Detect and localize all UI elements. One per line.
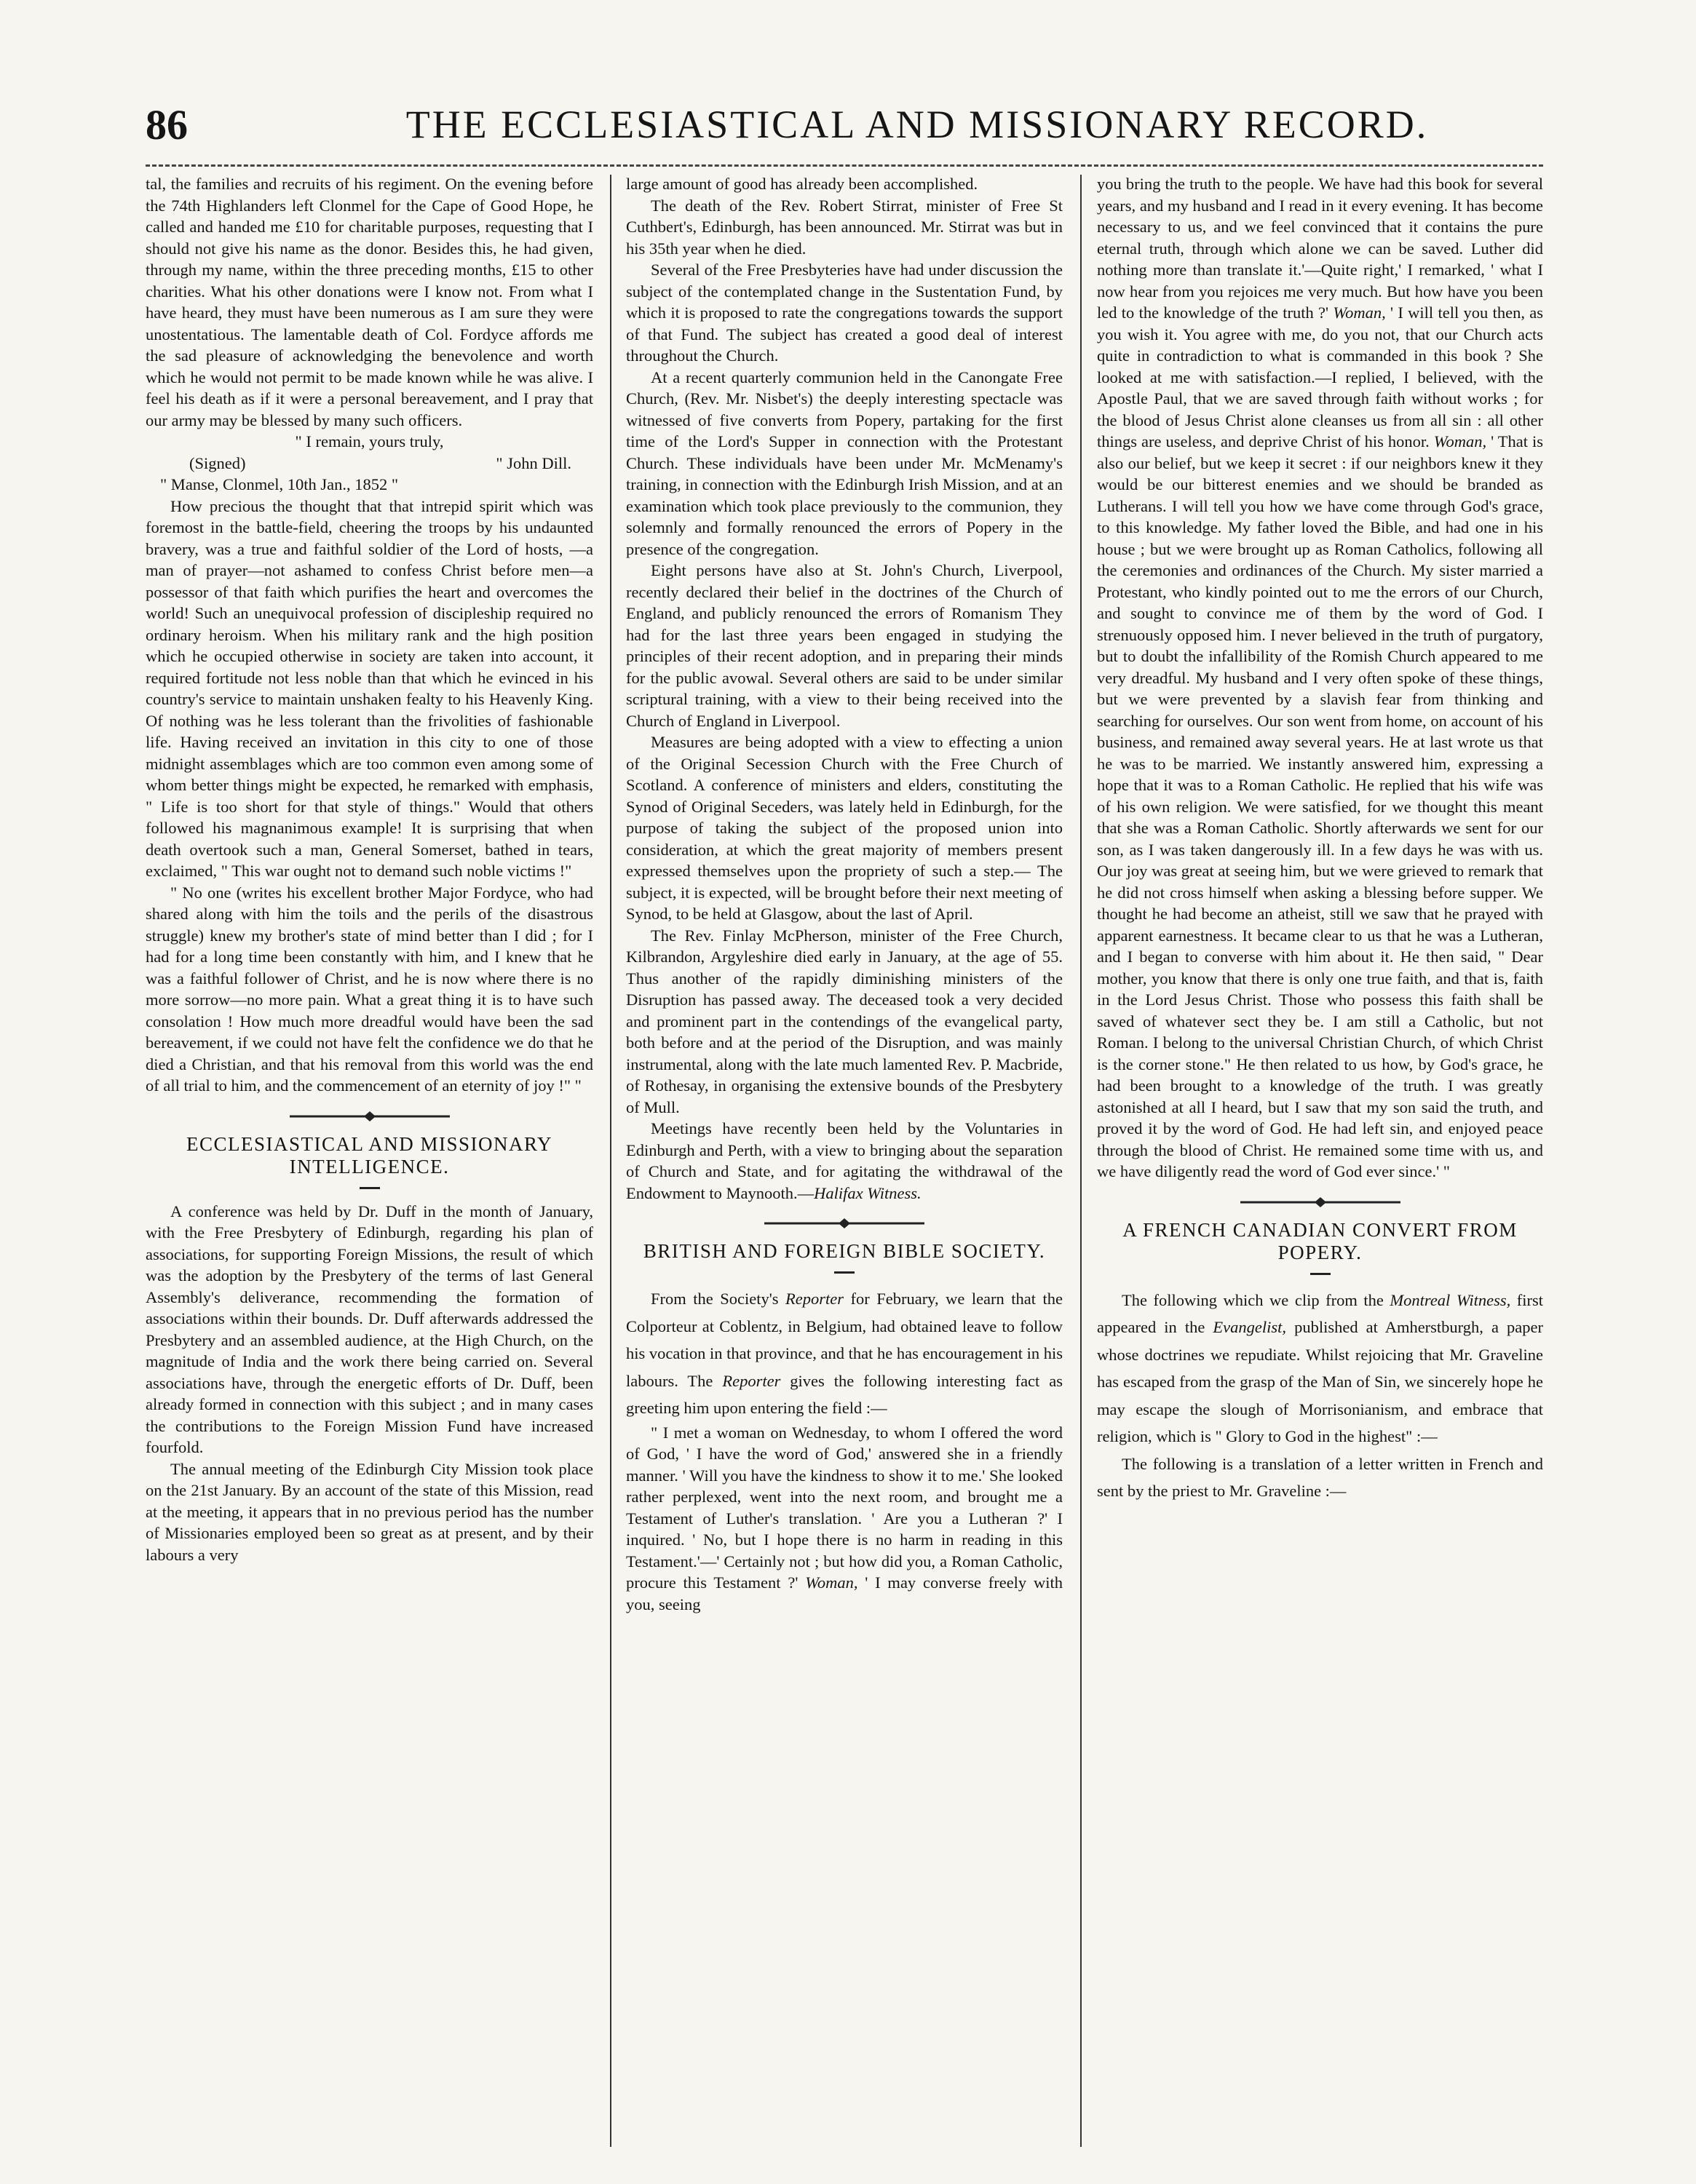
reporter-title: Reporter	[785, 1290, 844, 1308]
paragraph-text: " I met a woman on Wednesday, to whom I offered the word of God, ' I have the word of God,' answered she in a friendly manner. ' Will you have the kindness to show it to me.' She looked rather perplexed, went into the next room, and brought me a Testament of Luther's translation. ' Are you a Lutheran ?' I inquired. ' No, but I hope there is no harm in reading in this Testament.'—' Certainly not ; but how did you, a Roman Catholic, procure this Testament ?'	[626, 1423, 1063, 1592]
paragraph-text: Meetings have recently been held by the Voluntaries in Edinburgh and Perth, with a view to bringing about the separation of Church and State, and for agitating the withdrawal of the Endowment to Maynooth.—	[626, 1119, 1063, 1202]
newspaper-title: Evangelist,	[1213, 1318, 1286, 1336]
section-ornament	[626, 1218, 1063, 1228]
paragraph-text: gives the following interesting fact as greeting him upon entering the field :—	[626, 1371, 1063, 1417]
article-paragraph: Eight persons have also at St. John's Church, Liverpool, recently declared their belief in the doctrines of the Church of England, and publicly renounced the errors of Romanism They had for the last three years been engaged in studying the principles of their recent adoption, and in preparing their minds for the public avowal. Several others are said to be under similar scriptural training, with a view to their being received into the Church of England in Liverpool.	[626, 561, 1063, 730]
speaker-label: Woman,	[1333, 303, 1386, 322]
column-3	[1097, 173, 1543, 2160]
article-paragraph: At a recent quarterly communion held in the Canongate Free Church, (Rev. Mr. Nisbet's) the deeply interesting spectacle was witnessed of five converts from Popery, partaking for the first time of the Lord's Supper in connection with the Protestant Church. These individuals have been under Mr. McMenamy's training, in connection with the Edinburgh Irish Mission, and at an examination which took place previously to the communion, they solemnly and formally renounced the errors of Popery in the presence of the congregation.	[626, 368, 1063, 558]
signed-label: (Signed)	[189, 453, 246, 472]
letter-dateline: " Manse, Clonmel, 10th Jan., 1852 "	[160, 475, 399, 493]
paragraph-text: ' I may converse freely with you, seeing	[626, 1573, 1063, 1613]
reporter-title: Reporter	[722, 1371, 781, 1390]
signature-line	[146, 453, 593, 474]
article-paragraph: large amount of good has already been accomplished.	[626, 175, 978, 193]
paragraph-text: ' That is also our belief, but we keep it secret : if our neighbors knew it they would be our bitterest enemies and we should be branded as Lutherans. I will tell you how we have come through God's grace, to this knowledge. My father loved the Bible, and had one in his house ; but we were brought up as Roman Catholics, following all the ceremonies and ordinances of the Church. My sister married a Protestant, who kindly pointed out to me the errors of our Church, and sought to convince me of them by the word of God. I strenuously opposed him. I never believed in the truth of purgatory, but to doubt the infallibility of the Romish Church appeared to me very dreadful. My husband and I very often spoke of these things, but we were prevented by a slavish fear from thinking and searching for ourselves. Our son went from home, on account of his business, and remained away several years. He at last wrote us that he was to be married. We instantly answered him, expressing a hope that it was to a Roman Catholic. He replied that his wife was of his own religion. We were satisfied, for we thought this meant that she was a Roman Catholic. Shortly afterwards we sent for our son, as I was taken dangerously ill. In a few days he was with us. Our joy was great at seeing him, but we were grieved to remark that he did not cross himself when asking a blessing before supper. We thought he had become an atheist, still we saw that he prayed with apparent earnestness. It became clear to us that he was a Lutheran, and I began to converse with him about it. He then said, " Dear mother, you know that there is only one true faith, and that is, faith in the Lord Jesus Christ. Those who possess this faith shall be saved of whatever sect they be. I am still a Catholic, but not Roman. I belong to the universal Christian Church, of which Christ is the corner stone." He then related to us how, by God's grace, he had been brought to a knowledge of the truth. I was greatly astonished at all I heard, but I saw that my son said the truth, and proved it by the word of God. He had left sin, and enjoyed peace through the blood of Christ. He remained some time with us, and we have diligently read the word of God ever since.' "	[1097, 432, 1543, 1180]
newspaper-title: Montreal Witness,	[1390, 1290, 1511, 1309]
speaker-label: Woman,	[805, 1573, 858, 1592]
page-number: 86	[146, 101, 188, 148]
paragraph-text: ' I will tell you then, as you wish it. You agree with me, do you not, that our Church acts quite in contradiction to what is commanded in this book ? She looked at me with satisfaction.—I replied, I believed, with the Apostle Paul, that we are saved through faith without works ; for the blood of Jesus Christ alone cleanses us from all sin : all other things are useless, and deprive Christ of his honor.	[1097, 303, 1543, 450]
article-paragraph: The annual meeting of the Edinburgh City Mission took place on the 21st January. By an account of the state of this Mission, read at the meeting, it appears that in no previous period has the number of Missionaries employed been so great as at present, and by their labours a very	[146, 1459, 593, 1564]
article-paragraph: Several of the Free Presbyteries have had under discussion the subject of the contemplated change in the Sustentation Fund, by which it is proposed to rate the congregations towards the support of that Fund. The subject has created a good deal of interest throughout the Church.	[626, 261, 1063, 365]
article-paragraph: How precious the thought that that intrepid spirit which was foremost in the battle-field, cheering the troops by his undaunted bravery, was a true and faithful soldier of the Lord of hosts, —a man of prayer—not ashamed to confess Christ before men—a possessor of that faith which purifies the heart and overcomes the world! Such an unequivocal profession of discipleship required no ordinary heroism. When his military rank and the high position which he occupied otherwise in society are taken into account, it required fortitude not less noble than that which he evinced in his country's service to maintain unshaken fealty to his Heavenly King. Of nothing was he less tolerant than the frivolities of fashionable life. Having received an invitation in this city to one of those midnight assemblages which are too common even among some of whom better things might be expected, he remarked with emphasis, " Life is too short for that style of things." Would that others followed his magnanimous example! It is surprising that when death overtook such a man, General Somerset, bathed in tears, exclaimed, " This war ought not to demand such noble victims !"	[146, 496, 593, 880]
paragraph-text: From the Society's	[651, 1290, 786, 1308]
article-paragraph	[1097, 1287, 1543, 1450]
speaker-label: Woman,	[1433, 432, 1487, 450]
paragraph-text: published at Amherstburgh, a paper whose doctrines we repudiate. Whilst rejoicing that Mr. Graveline has escaped from the grasp of the Man of Sin, we sincerely hope he may escape the slough of Morrisonianism, and embrace that religion, which is " Glory to God in the highest" :—	[1097, 1318, 1543, 1445]
heading-dash	[626, 1271, 1063, 1274]
column-divider-2	[1080, 175, 1082, 2147]
article-paragraph	[626, 1422, 1063, 1616]
bible-society-article	[626, 1285, 1063, 1422]
letter-signature	[146, 431, 593, 496]
article-paragraph	[1097, 173, 1543, 1183]
paragraph-text: you bring the truth to the people. We have had this book for several years, and my husband and I read in it every evening. It has become necessary to us, and we feel convinced that it contains the pure eternal truth, through which alone we can be saved. Luther did nothing more than translate it.'—Quite right,' I remarked, ' what I now hear from you rejoices me very much. But how have you been led to the knowledge of the truth ?'	[1097, 175, 1543, 322]
signed-name: " John Dill.	[496, 453, 571, 472]
article-paragraph: The death of the Rev. Robert Stirrat, minister of Free St Cuthbert's, Edinburgh, has been announced. Mr. Stirrat was but in his 35th year when he died.	[626, 196, 1063, 258]
article-paragraph: Measures are being adopted with a view to effecting a union of the Original Secession Church with the Free Church of Scotland. A conference of ministers and elders, constituting the Synod of Original Seceders, was lately held in Edinburgh, for the purpose of taking the subject of the proposed union into consideration, at which the great majority of members present expressed themselves upon the propriety of such a step.— The subject, it is expected, will be brought before their next meeting of Synod, to be held at Glasgow, about the last of April.	[626, 733, 1063, 923]
article-paragraph: A conference was held by Dr. Duff in the month of January, with the Free Presbytery of Edinburgh, regarding his plan of associations, for supporting Foreign Missions, the result of which was the adoption by the Presbytery of the terms of last General Assembly's deliverance, recommending the formation of associations within their bounds. Dr. Duff afterwards addressed the Presbytery and an assembled audience, at the High Church, on the magnitude of India and the work there being carried on. Several associations have, through the energetic efforts of Dr. Duff, been already formed in connection with this subject ; and in many cases the contributions to the Foreign Mission Fund have increased fourfold.	[146, 1202, 593, 1456]
running-title: THE ECCLESIASTICAL AND MISSIONARY RECORD.	[405, 103, 1429, 146]
article-paragraph	[626, 1285, 1063, 1422]
column-2	[626, 173, 1063, 2160]
heading-dash	[146, 1187, 593, 1189]
page-header	[146, 100, 1543, 159]
article-paragraph: The following is a translation of a letter written in French and sent by the priest to Mr. Graveline :—	[1097, 1454, 1543, 1500]
column-1	[146, 173, 593, 2160]
column-divider-1	[610, 175, 611, 2147]
section-ornament	[1097, 1197, 1543, 1207]
heading-dash	[1097, 1273, 1543, 1275]
header-rule	[146, 164, 1543, 167]
article-paragraph: " No one (writes his excellent brother Major Fordyce, who had shared along with him the toils and the perils of the disastrous struggle) knew my brother's state of mind better than I did ; for I had for a long time been constantly with him, and I knew that he was a faithful follower of Christ, and he is now where there is no more sorrow—no more pain. What a great thing it is to have such consolation ! How much more dreadful would have been the sad bereavement, if we could not have felt the confidence we do that he died a Christian, and that his removal from this world was the end of all trial to him, and the commencement of an eternity of joy !" "	[146, 883, 593, 1095]
article-paragraph	[626, 1118, 1063, 1204]
paragraph-text: The following which we clip from the	[1122, 1290, 1390, 1309]
article-paragraph: The Rev. Finlay McPherson, minister of the Free Church, Kilbrandon, Argyleshire died early in January, at the age of 55. Thus another of the rapidly diminishing ministers of the Disruption has passed away. The deceased took a very decided and prominent part in the contendings of the evangelical party, both before and at the period of the Disruption, and was mainly instrumental, along with the late much lamented Rev. P. Macbride, of Rothesay, in organising the extensive bounds of the Presbytery of Mull.	[626, 926, 1063, 1116]
convert-article	[1097, 1287, 1543, 1505]
paragraph-text: for February, we learn that the Colporteur at Coblentz, in Belgium, had obtained leave to follow his vocation in that province, and that he has encouragement in his labours. The	[626, 1290, 1063, 1390]
section-ornament	[146, 1111, 593, 1121]
section-heading: ECCLESIASTICAL AND MISSIONARY INTELLIGENCE.	[186, 1132, 553, 1178]
section-heading: A FRENCH CANADIAN CONVERT FROM POPERY.	[1122, 1218, 1518, 1263]
letter-closing: " I remain, yours truly,	[295, 432, 444, 450]
letter-paragraph: tal, the families and recruits of his regiment. On the evening before the 74th Highlanders left Clonmel for the Cape of Good Hope, he called and handed me £10 for charitable purposes, requesting that I should not give his name as the donor. Besides this, he had given, through my name, within the three preceding months, £15 to other charities. What his other donations were I know not. From what I have heard, they must have been numerous as I am sure they were unostentatious. The lamentable death of Col. Fordyce affords me the sad pleasure of acknowledging the benevolence and worth which he would not permit to be made known while he was alive. I feel his death as if it were a personal bereavement, and I pray that our army may be blessed by many such officers.	[146, 175, 593, 429]
paragraph-text: first appeared in the	[1097, 1290, 1543, 1336]
source-credit: Halifax Witness.	[814, 1183, 922, 1202]
section-heading: BRITISH AND FOREIGN BIBLE SOCIETY.	[643, 1240, 1046, 1262]
